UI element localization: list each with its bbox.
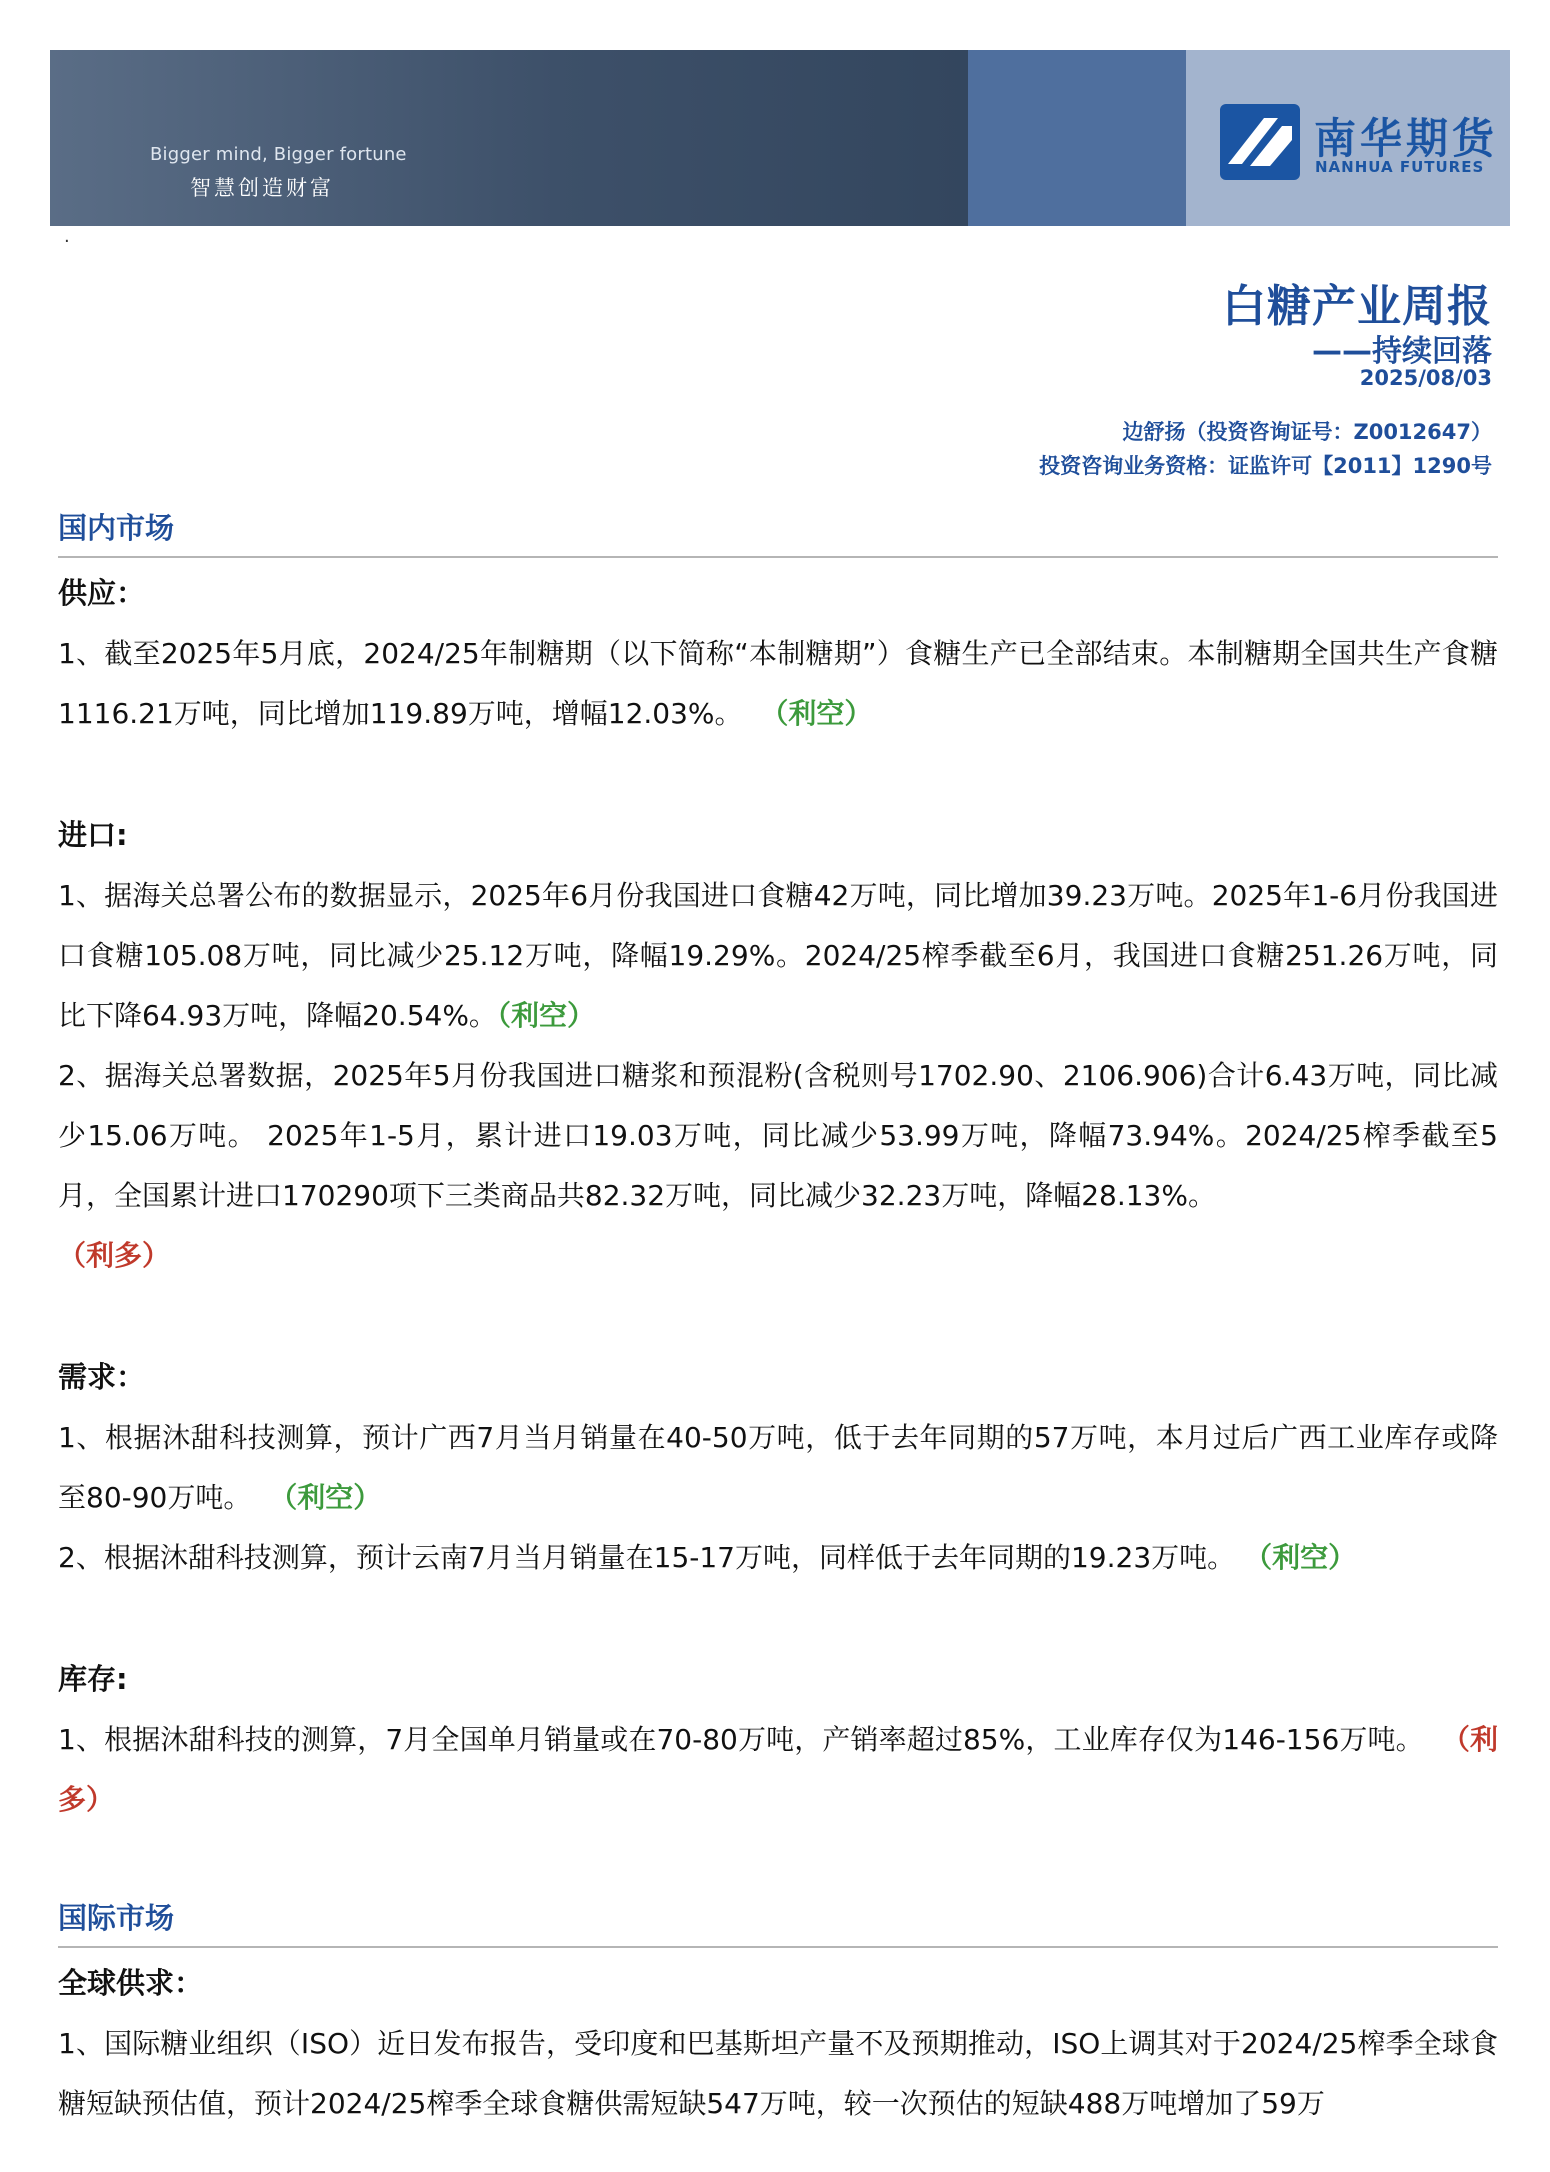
section-divider — [58, 1946, 1498, 1948]
bullish-tag: （利多） — [58, 1723, 1498, 1816]
bullish-tag: （利多） — [58, 1239, 171, 1272]
bearish-tag: （利空） — [760, 697, 873, 730]
report-license: 投资咨询业务资格：证监许可【2011】1290号 — [1039, 454, 1492, 478]
logo-text-english: NANHUA FUTURES — [1315, 158, 1485, 176]
section-title-domestic: 国内市场 — [58, 511, 175, 545]
report-subtitle: ——持续回落 — [1312, 334, 1492, 369]
subheading-supply: 供应： — [58, 576, 146, 610]
banner-mid-band — [968, 50, 1186, 226]
spacer — [58, 1286, 1498, 1346]
banner-dark-band — [50, 50, 968, 226]
logo-text-chinese: 南华期货 — [1314, 114, 1499, 163]
slogan-english: Bigger mind, Bigger fortune — [150, 144, 407, 165]
bearish-tag: （利空） — [1244, 1541, 1357, 1574]
section-title-international: 国际市场 — [58, 1901, 175, 1935]
subheading-demand: 需求： — [58, 1360, 146, 1394]
paragraph-text: 1、据海关总署公布的数据显示，2025年6月份我国进口食糖42万吨，同比增加39.23万吨。2025年1-6月份我国进口食糖105.08万吨，同比减少25.12万吨，降幅19.29%。2024/25榨季截至6月，我国进口食糖251.26万吨，同比下降64.93万吨，降幅20.54%。 — [58, 879, 1498, 1032]
spacer — [58, 1588, 1498, 1648]
report-author: 边舒扬（投资咨询证号：Z0012647） — [1122, 420, 1492, 444]
paragraph-imports-2 — [58, 1046, 1498, 1286]
spacer — [58, 1830, 1498, 1890]
spacer — [58, 744, 1498, 804]
nanhua-logo-icon — [1220, 104, 1300, 180]
paragraph-text: 1、根据沐甜科技测算，预计广西7月当月销量在40-50万吨，低于去年同期的57万吨，本月过后广西工业库存或降至80-90万吨。 — [58, 1421, 1498, 1514]
paragraph-supply-1 — [58, 624, 1498, 744]
subheading-global-supply-demand: 全球供求： — [58, 1966, 204, 2000]
stray-dot: . — [64, 226, 70, 247]
subheading-inventory: 库存: — [58, 1662, 128, 1696]
subheading-imports: 进口: — [58, 818, 128, 852]
paragraph-inventory-1 — [58, 1710, 1498, 1830]
report-body — [58, 500, 1498, 2134]
paragraph-imports-1 — [58, 866, 1498, 1046]
paragraph-text: 1、根据沐甜科技的测算，7月全国单月销量或在70-80万吨，产销率超过85%，工业库存仅为146-156万吨。 — [58, 1723, 1424, 1756]
section-divider — [58, 556, 1498, 558]
header-banner — [50, 50, 1510, 226]
report-date: 2025/08/03 — [1359, 366, 1492, 390]
company-logo — [1220, 104, 1500, 180]
bearish-tag: （利空） — [269, 1481, 382, 1514]
paragraph-text: 2、根据沐甜科技测算，预计云南7月当月销量在15-17万吨，同样低于去年同期的19.23万吨。 — [58, 1541, 1236, 1574]
report-title: 白糖产业周报 — [1222, 281, 1492, 332]
paragraph-demand-2 — [58, 1528, 1498, 1588]
bearish-tag: （利空） — [496, 999, 595, 1032]
paragraph-demand-1 — [58, 1408, 1498, 1528]
slogan-chinese: 智慧创造财富 — [190, 176, 334, 200]
paragraph-text: 1、国际糖业组织（ISO）近日发布报告，受印度和巴基斯坦产量不及预期推动，ISO上调其对于2024/25榨季全球食糖短缺预估值，预计2024/25榨季全球食糖供需短缺547万吨，较一次预估的短缺488万吨增加了59万 — [58, 2027, 1498, 2120]
paragraph-global-1 — [58, 2014, 1498, 2134]
paragraph-text: 1、截至2025年5月底，2024/25年制糖期（以下简称“本制糖期”）食糖生产已全部结束。本制糖期全国共生产食糖1116.21万吨，同比增加119.89万吨，增幅12.03%。 — [58, 637, 1498, 730]
paragraph-text: 2、据海关总署数据，2025年5月份我国进口糖浆和预混粉(含税则号1702.90、2106.906)合计6.43万吨，同比减少15.06万吨。 2025年1-5月，累计进口19.03万吨，同比减少53.99万吨，降幅73.94%。2024/25榨季截至5月，全国累计进口170290项下三类商品共82.32万吨，同比减少32.23万吨，降幅28.13%。 — [58, 1059, 1498, 1212]
